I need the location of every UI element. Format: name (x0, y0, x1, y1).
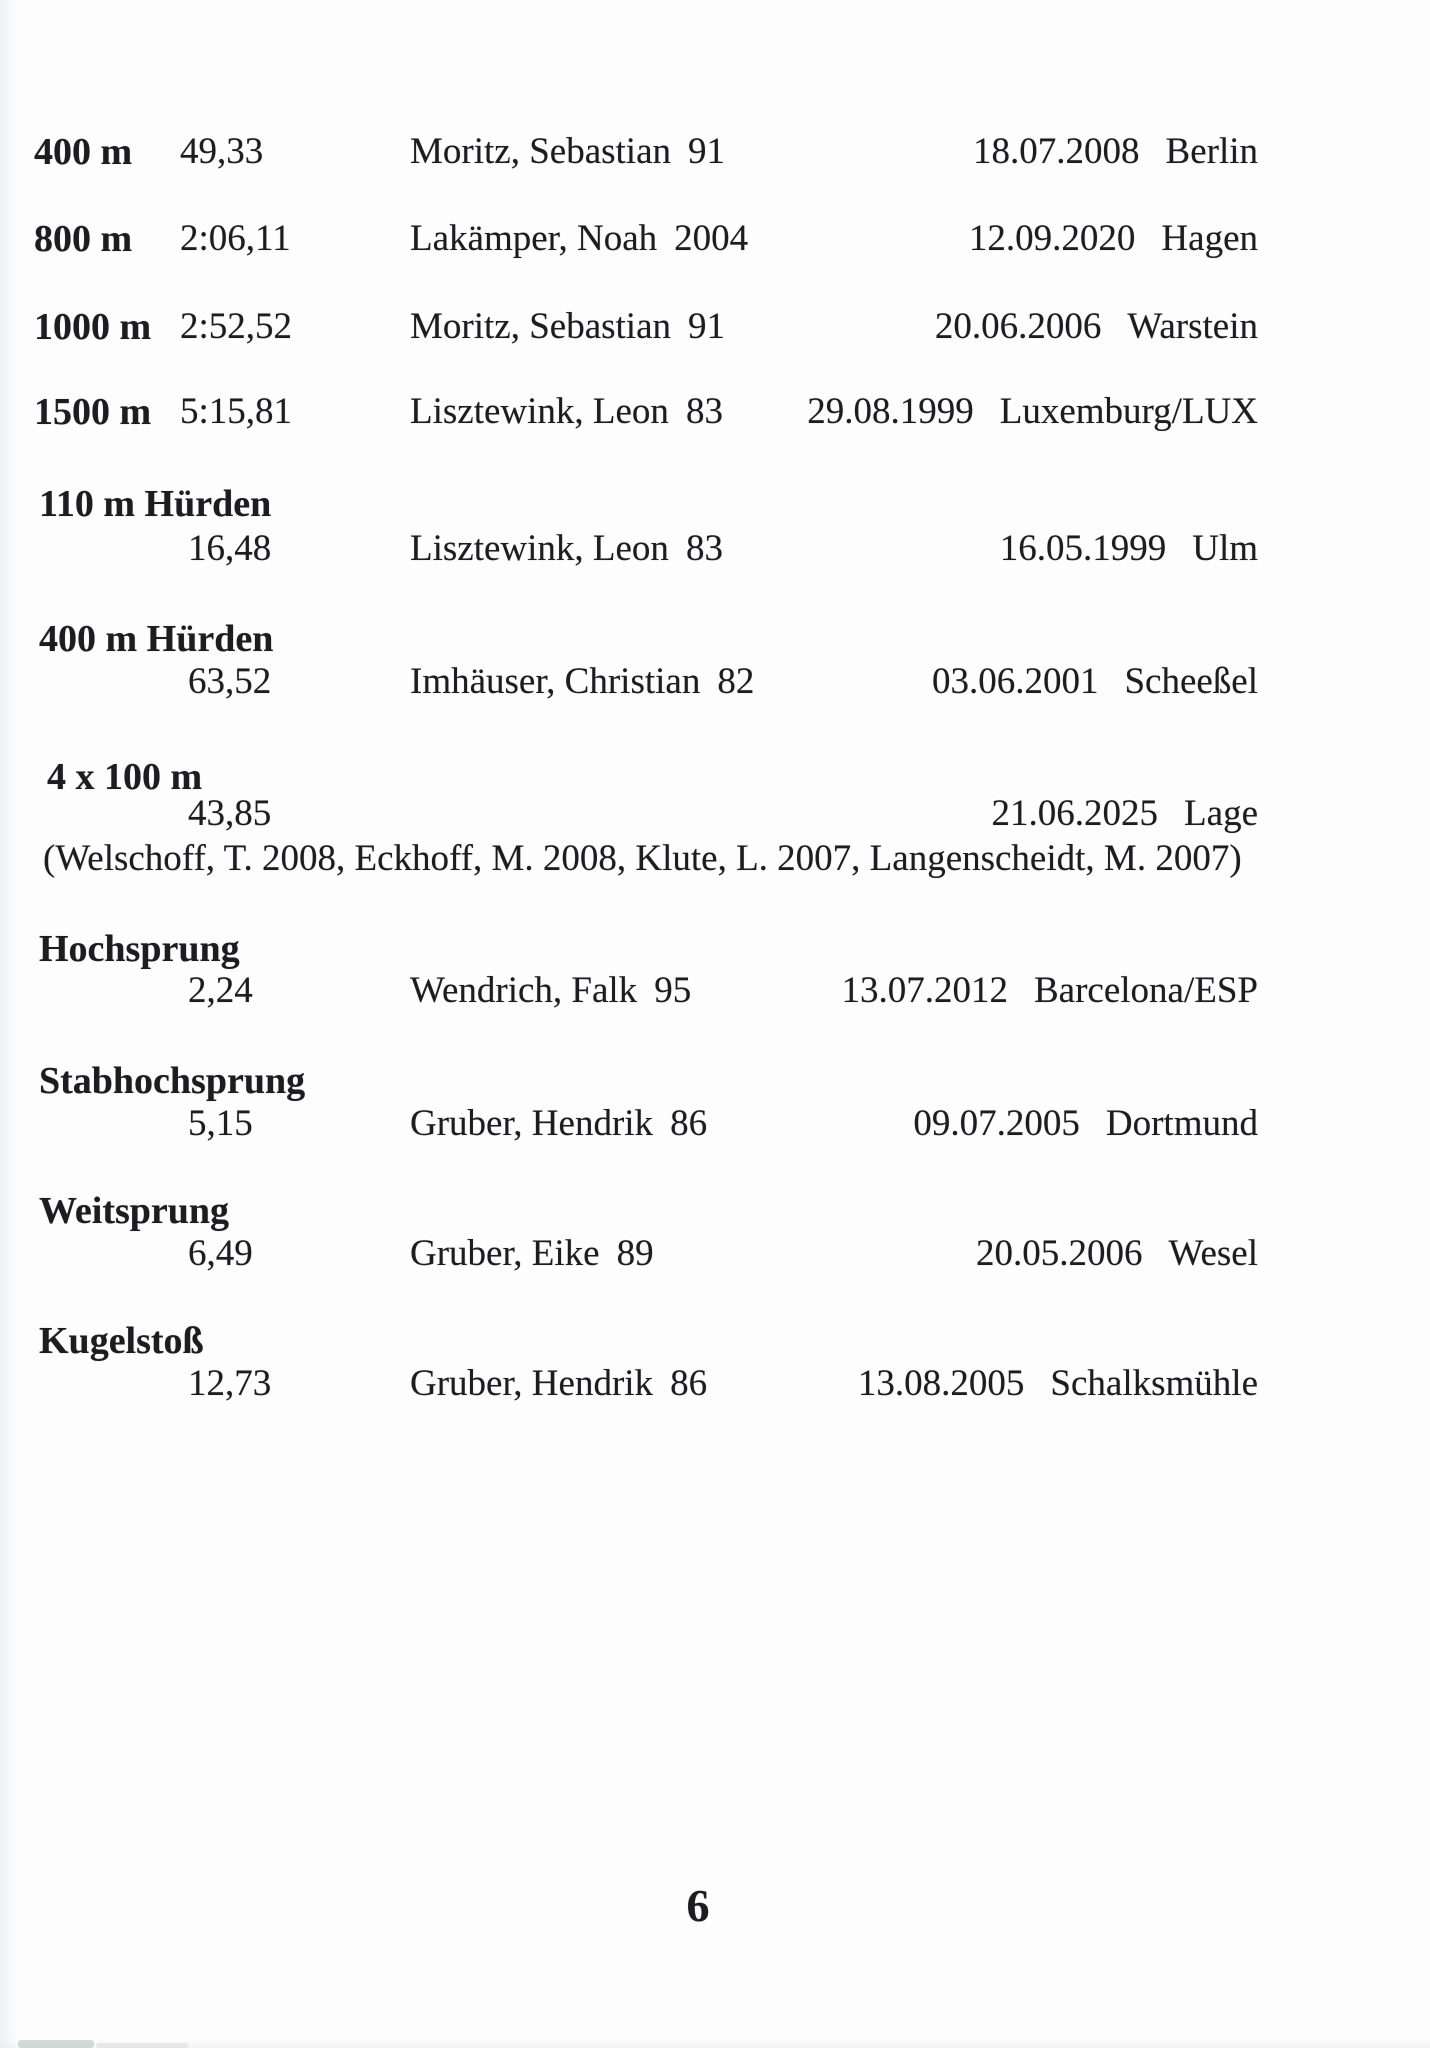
date-place-group (841, 968, 1258, 1014)
record-row-1500m (0, 389, 1430, 435)
scan-artifact (96, 2043, 188, 2048)
birth-year: 91 (688, 131, 726, 172)
athlete-name: Imhäuser, Christian (410, 661, 701, 702)
date-place-group (992, 791, 1258, 837)
record-row-stabhochsprung (0, 1101, 1430, 1147)
record-header-kugelstoss (0, 1318, 1430, 1364)
record-header-stabhochsprung (0, 1058, 1430, 1104)
birth-year: 83 (685, 528, 723, 569)
performance-value: 43,85 (188, 793, 272, 834)
athlete-group (410, 1361, 707, 1407)
record-date: 13.08.2005 (857, 1363, 1025, 1404)
athlete-name: Gruber, Hendrik (410, 1103, 654, 1144)
record-date: 16.05.1999 (999, 528, 1167, 569)
athlete-group (410, 304, 725, 350)
date-place-group (1000, 526, 1258, 572)
event-label: Stabhochsprung (39, 1060, 306, 1102)
record-location: Lage (1184, 793, 1258, 834)
record-row-800m (0, 216, 1430, 262)
record-row-110mh (0, 526, 1430, 572)
performance-value: 16,48 (188, 528, 272, 569)
record-location: Ulm (1192, 528, 1258, 569)
performance-value: 2:06,11 (180, 218, 291, 259)
performance-value: 5:15,81 (180, 391, 293, 432)
relay-team-row (0, 836, 1430, 882)
birth-year: 83 (685, 391, 723, 432)
birth-year: 89 (616, 1233, 654, 1274)
relay-team-line: (Welschoff, T. 2008, Eckhoff, M. 2008, Klute, L. 2007, Langenscheidt, M. 2007) (43, 838, 1242, 879)
performance-value: 63,52 (188, 661, 272, 702)
record-header-weitsprung (0, 1188, 1430, 1234)
record-location: Scheeßel (1124, 661, 1258, 702)
record-location: Hagen (1161, 218, 1258, 259)
athlete-group (410, 129, 725, 175)
birth-year: 86 (670, 1103, 708, 1144)
performance-value: 49,33 (180, 131, 264, 172)
date-place-group (807, 389, 1258, 435)
performance-value: 2:52,52 (180, 306, 293, 347)
event-label: 4 x 100 m (47, 756, 203, 798)
date-place-group (976, 1231, 1258, 1277)
record-date: 09.07.2005 (913, 1103, 1080, 1144)
record-header-hochsprung (0, 926, 1430, 972)
event-label: 400 m Hürden (39, 618, 274, 660)
date-place-group (858, 1361, 1258, 1407)
date-place-group (969, 216, 1258, 262)
athlete-name: Gruber, Eike (410, 1233, 600, 1274)
event-label: 800 m (34, 218, 133, 260)
record-date: 29.08.1999 (807, 391, 974, 432)
record-row-4x100m (0, 791, 1430, 837)
record-date: 12.09.2020 (968, 218, 1136, 259)
record-row-weitsprung (0, 1231, 1430, 1277)
event-label: Hochsprung (39, 928, 240, 970)
record-header-400mh (0, 616, 1430, 662)
record-location: Luxemburg/LUX (999, 391, 1258, 432)
athlete-group (410, 216, 748, 262)
performance-value: 6,49 (188, 1233, 253, 1274)
event-label: 1000 m (34, 306, 152, 348)
record-date: 20.06.2006 (934, 306, 1102, 347)
event-label: Kugelstoß (39, 1320, 204, 1362)
record-header-110mh (0, 481, 1430, 527)
record-date: 13.07.2012 (841, 970, 1008, 1011)
athlete-name: Lisztewink, Leon (410, 391, 669, 432)
record-row-1000m (0, 304, 1430, 350)
birth-year: 91 (688, 306, 726, 347)
record-location: Berlin (1165, 131, 1258, 172)
performance-value: 12,73 (188, 1363, 272, 1404)
record-row-kugelstoss (0, 1361, 1430, 1407)
athlete-name: Lakämper, Noah (410, 218, 658, 259)
performance-value: 5,15 (188, 1103, 253, 1144)
record-location: Dortmund (1105, 1103, 1258, 1144)
athlete-group (410, 968, 691, 1014)
record-location: Wesel (1168, 1233, 1258, 1274)
athlete-group (410, 1231, 654, 1277)
date-place-group (973, 129, 1258, 175)
birth-year: 82 (717, 661, 755, 702)
athlete-group (410, 1101, 707, 1147)
athlete-name: Moritz, Sebastian (410, 306, 672, 347)
performance-value: 2,24 (188, 970, 253, 1011)
birth-year: 2004 (674, 218, 749, 259)
athlete-name: Moritz, Sebastian (410, 131, 672, 172)
event-label: 1500 m (34, 391, 152, 433)
date-place-group (935, 304, 1258, 350)
record-date: 20.05.2006 (976, 1233, 1143, 1274)
birth-year: 86 (670, 1363, 708, 1404)
record-row-400mh (0, 659, 1430, 705)
record-location: Schalksmühle (1050, 1363, 1258, 1404)
athlete-group (410, 526, 723, 572)
athlete-group (410, 389, 723, 435)
record-date: 21.06.2025 (991, 793, 1159, 834)
scan-artifact (18, 2040, 94, 2048)
athlete-name: Lisztewink, Leon (410, 528, 669, 569)
record-date: 18.07.2008 (973, 131, 1140, 172)
event-label: Weitsprung (39, 1190, 230, 1232)
record-date: 03.06.2001 (931, 661, 1099, 702)
athlete-name: Wendrich, Falk (410, 970, 638, 1011)
event-label: 400 m (34, 131, 133, 173)
record-location: Warstein (1127, 306, 1258, 347)
event-label: 110 m Hürden (39, 483, 272, 525)
date-place-group (913, 1101, 1258, 1147)
record-row-400m (0, 129, 1430, 175)
record-row-hochsprung (0, 968, 1430, 1014)
record-location: Barcelona/ESP (1033, 970, 1258, 1011)
athlete-name: Gruber, Hendrik (410, 1363, 654, 1404)
date-place-group (932, 659, 1258, 705)
athlete-group (410, 659, 754, 705)
birth-year: 95 (654, 970, 692, 1011)
page-number: 6 (686, 1880, 710, 1931)
